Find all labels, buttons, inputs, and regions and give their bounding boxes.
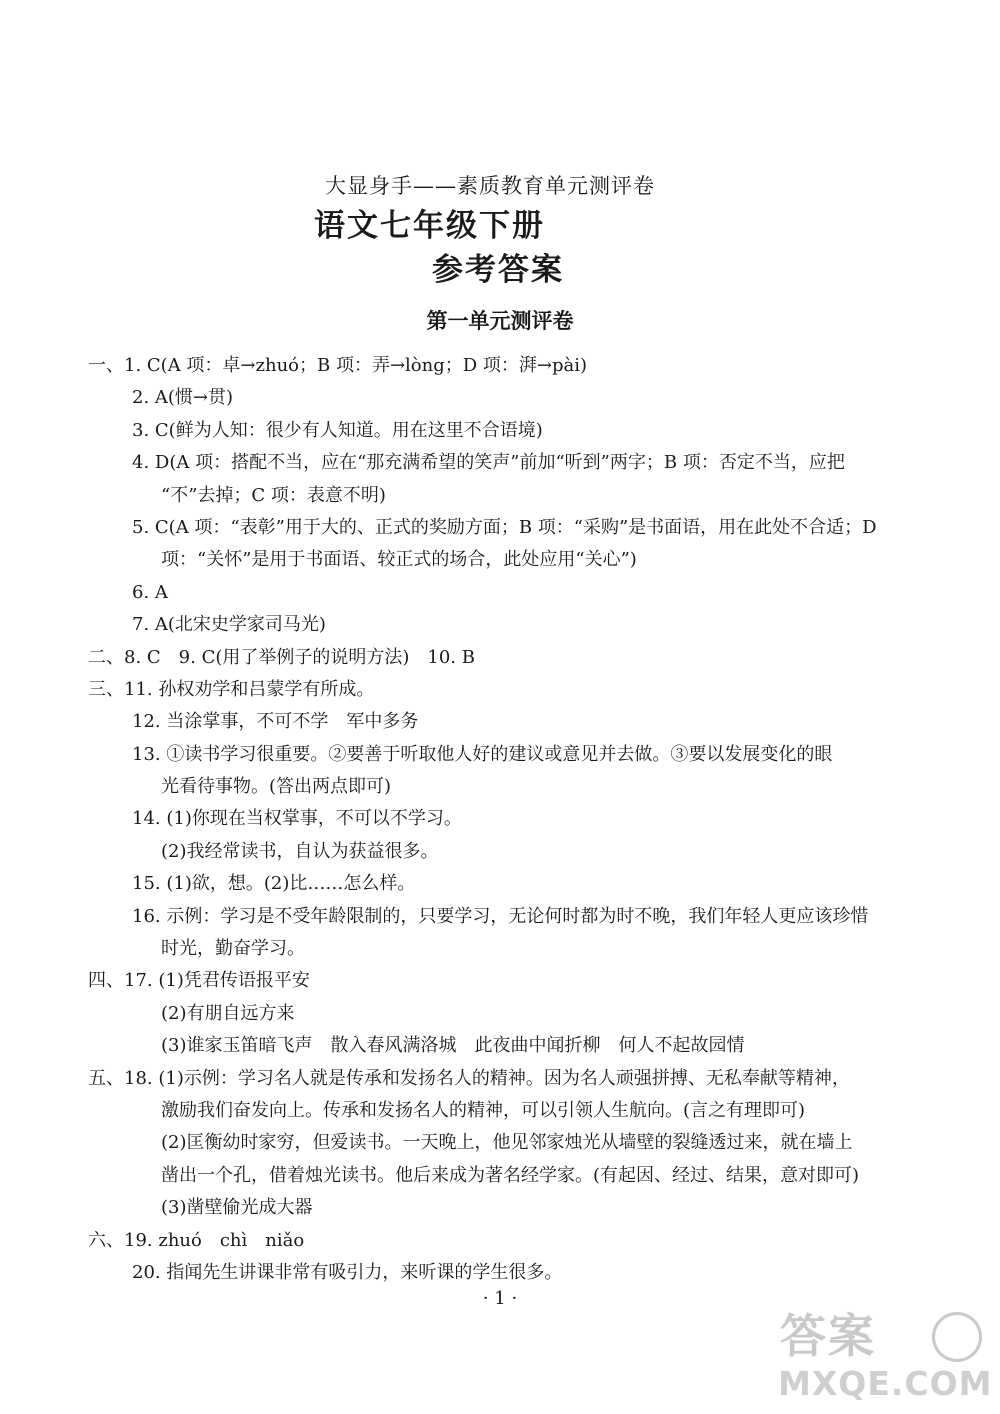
answer-line: 15. (1)欲，想。(2)比……怎么样。 <box>132 873 416 895</box>
watermark-mark: 答案 <box>780 1309 876 1363</box>
answer-line: (2)匡衡幼时家穷，但爱读书。一天晚上，他见邻家烛光从墙壁的裂缝透过来，就在墙上 <box>161 1132 853 1154</box>
answer-line: 六、19. zhuó chì niǎo <box>88 1229 305 1251</box>
answer-line: (3)凿壁偷光成大器 <box>161 1197 313 1219</box>
answer-line: (3)谁家玉笛暗飞声 散入春风满洛城 此夜曲中闻折柳 何人不起故园情 <box>161 1035 745 1057</box>
answer-line: 激励我们奋发向上。传承和发扬名人的精神，可以引领人生航向。(言之有理即可) <box>161 1099 806 1121</box>
subject-title: 语文七年级下册 <box>314 208 545 244</box>
answer-line: 四、17. (1)凭君传语报平安 <box>88 970 310 992</box>
watermark <box>760 1300 998 1412</box>
answer-line: “不”去掉；C 项：表意不明) <box>161 484 386 506</box>
page-number: · 1 · <box>482 1288 518 1309</box>
watermark-url: MXQE.COM <box>778 1364 993 1403</box>
answer-line: 五、18. (1)示例：学习名人就是传承和发扬名人的精神。因为名人顽强拼搏、无私奉献等精神， <box>88 1067 850 1089</box>
answer-line: 16. 示例：学习是不受年龄限制的，只要学习，无论何时都为时不晚，我们年轻人更应该珍惜 <box>132 905 869 927</box>
answer-line: 三、11. 孙权劝学和吕蒙学有所成。 <box>88 678 375 700</box>
unit-heading: 第一单元测评卷 <box>426 309 574 333</box>
answer-line: 20. 指闻先生讲课非常有吸引力，来听课的学生很多。 <box>132 1261 563 1283</box>
answer-line: 3. C(鲜为人知：很少有人知道。用在这里不合语境) <box>132 419 543 441</box>
series-title: 大显身手——素质教育单元测评卷 <box>325 174 655 198</box>
answer-line: 7. A(北宋史学家司马光) <box>132 614 326 636</box>
answer-line: 二、8. C 9. C(用了举例子的说明方法) 10. B <box>88 646 475 668</box>
answer-line: 6. A <box>132 581 168 603</box>
watermark-badge-icon <box>932 1312 982 1362</box>
answer-list <box>88 350 900 1289</box>
answer-line: 光看待事物。(答出两点即可) <box>161 776 392 798</box>
answer-line: (2)有朋自远方来 <box>161 1002 295 1024</box>
document-title: 参考答案 <box>432 252 564 288</box>
answer-line: 一、1. C(A 项：卓→zhuó；B 项：弄→lòng；D 项：湃→pài) <box>88 355 588 376</box>
answer-line: 13. ①读书学习很重要。②要善于听取他人好的建议或意见并去做。③要以发展变化的眼 <box>132 743 833 765</box>
answer-line: (2)我经常读书，自认为获益很多。 <box>161 840 439 862</box>
answer-line: 4. D(A 项：搭配不当，应在“那充满希望的笑声”前加“听到”两字；B 项：否定不当，应把 <box>132 452 845 474</box>
answer-line: 2. A(惯→贯) <box>132 387 234 409</box>
answer-line: 12. 当涂掌事，不可不学 军中多务 <box>132 711 419 733</box>
answer-line: 5. C(A 项：“表彰”用于大的、正式的奖励方面；B 项：“采购”是书面语，用在此处不合适；D <box>132 516 877 538</box>
answer-line: 项：“关怀”是用于书面语、较正式的场合，此处应用“关心”) <box>161 549 637 571</box>
answer-line: 时光，勤奋学习。 <box>161 938 305 960</box>
answer-line: 凿出一个孔，借着烛光读书。他后来成为著名经学家。(有起因、经过、结果，意对即可) <box>161 1164 860 1186</box>
answer-line: 14. (1)你现在当权掌事，不可以不学习。 <box>132 808 462 830</box>
